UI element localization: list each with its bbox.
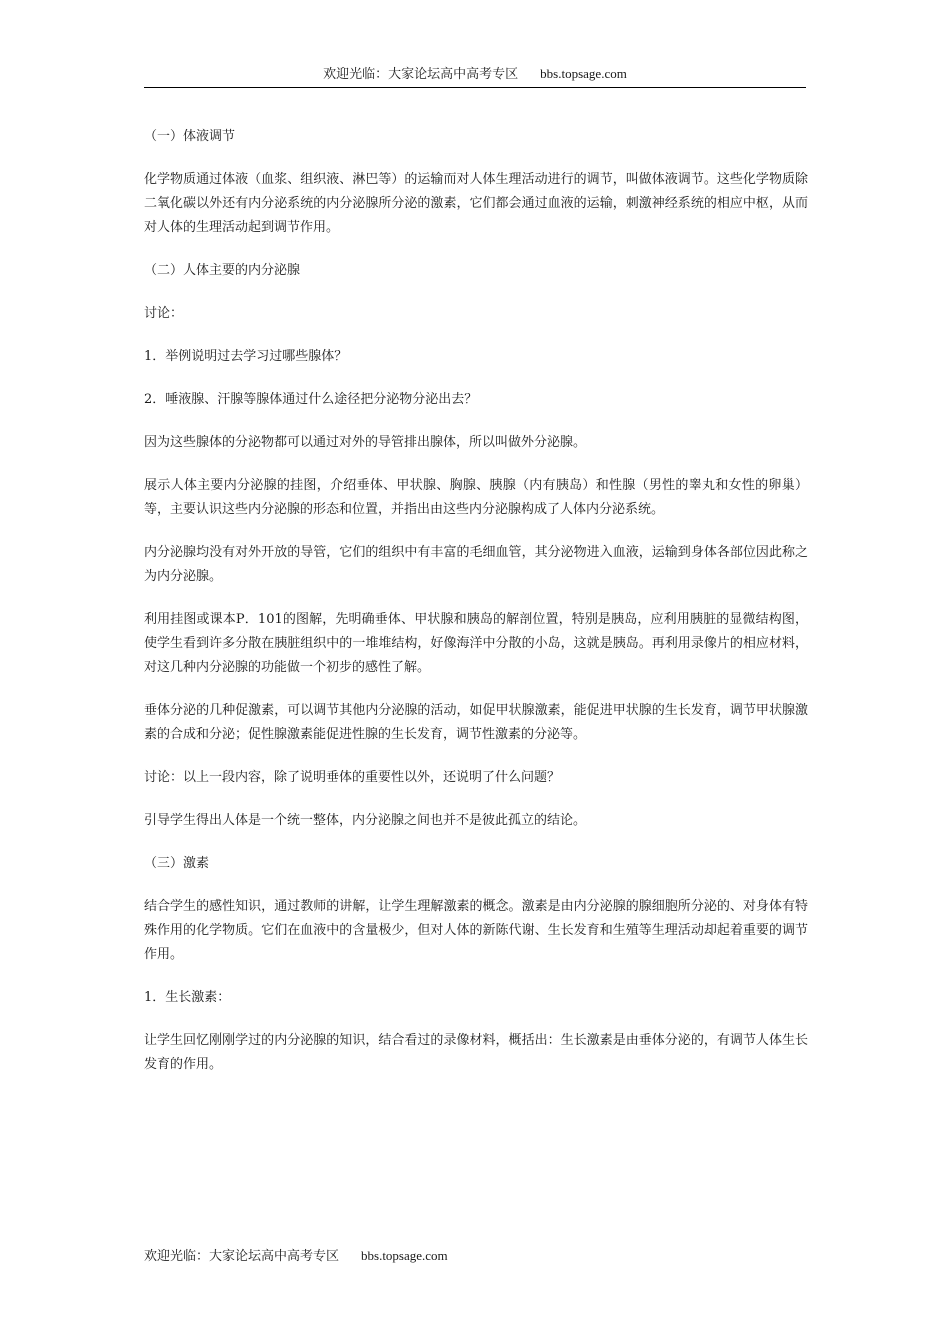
page-header [144, 64, 806, 88]
header-url-link[interactable]: bbs.topsage.com [540, 66, 627, 81]
document-body [144, 125, 808, 1096]
paragraph-conclusion: 引导学生得出人体是一个统一整体，内分泌腺之间也并不是彼此孤立的结论。 [144, 813, 587, 828]
paragraph-diagram-usage: 利用挂图或课本P．101的图解，先明确垂体、甲状腺和胰岛的解剖位置，特别是胰岛，应利用胰脏的显微结构图，使学生看到许多分散在胰脏组织中的一堆堆结构，好像海洋中分散的小岛，这就是胰岛。再利用录像片的相应材料，对这几种内分泌腺的功能做一个初步的感性了解。 [144, 612, 808, 675]
paragraph-discussion-label: 讨论： [144, 306, 184, 321]
footer-welcome-text: 欢迎光临：大家论坛高中高考专区 [144, 1249, 340, 1264]
footer-url-link[interactable]: bbs.topsage.com [361, 1248, 448, 1263]
paragraph-discussion-question: 讨论：以上一段内容，除了说明垂体的重要性以外，还说明了什么问题？ [144, 770, 561, 785]
page-footer [144, 1246, 448, 1267]
paragraph-growth-hormone: 让学生回忆刚刚学过的内分泌腺的知识，结合看过的录像材料，概括出：生长激素是由垂体分泌的，有调节人体生长发育的作用。 [144, 1033, 808, 1072]
paragraph-pituitary-hormones: 垂体分泌的几种促激素，可以调节其他内分泌腺的活动，如促甲状腺激素，能促进甲状腺的生长发育，调节甲状腺激素的合成和分泌；促性腺激素能促进性腺的生长发育，调节性激素的分泌等。 [144, 703, 808, 742]
section-heading-hormones: （三）激素 [144, 856, 210, 871]
section-heading-body-fluid-regulation: （一）体液调节 [144, 129, 236, 144]
paragraph-body-fluid-regulation: 化学物质通过体液（血浆、组织液、淋巴等）的运输而对人体生理活动进行的调节，叫做体液调节。这些化学物质除二氧化碳以外还有内分泌系统的内分泌腺所分泌的激素，它们都会通过血液的运输，刺激神经系统的相应中枢，从而对人体的生理活动起到调节作用。 [144, 172, 808, 235]
paragraph-question-1: 1．举例说明过去学习过哪些腺体？ [144, 349, 348, 364]
paragraph-growth-hormone-heading: 1．生长激素： [144, 990, 231, 1005]
paragraph-question-2: 2．唾液腺、汗腺等腺体通过什么途径把分泌物分泌出去？ [144, 392, 478, 407]
header-welcome-text: 欢迎光临：大家论坛高中高考专区 [323, 67, 519, 82]
paragraph-exocrine-answer: 因为这些腺体的分泌物都可以通过对外的导管排出腺体，所以叫做外分泌腺。 [144, 435, 587, 450]
paragraph-wall-chart: 展示人体主要内分泌腺的挂图，介绍垂体、甲状腺、胸腺、胰腺（内有胰岛）和性腺（男性的睾丸和女性的卵巢）等，主要认识这些内分泌腺的形态和位置，并指出由这些内分泌腺构成了人体内分泌系统。 [144, 478, 808, 517]
paragraph-endocrine-definition: 内分泌腺均没有对外开放的导管，它们的组织中有丰富的毛细血管，其分泌物进入血液，运输到身体各部位因此称之为内分泌腺。 [144, 545, 808, 584]
paragraph-hormone-concept: 结合学生的感性知识，通过教师的讲解，让学生理解激素的概念。激素是由内分泌腺的腺细胞所分泌的、对身体有特殊作用的化学物质。它们在血液中的含量极少，但对人体的新陈代谢、生长发育和生殖等生理活动却起着重要的调节作用。 [144, 899, 808, 962]
section-heading-endocrine-glands: （二）人体主要的内分泌腺 [144, 263, 301, 278]
